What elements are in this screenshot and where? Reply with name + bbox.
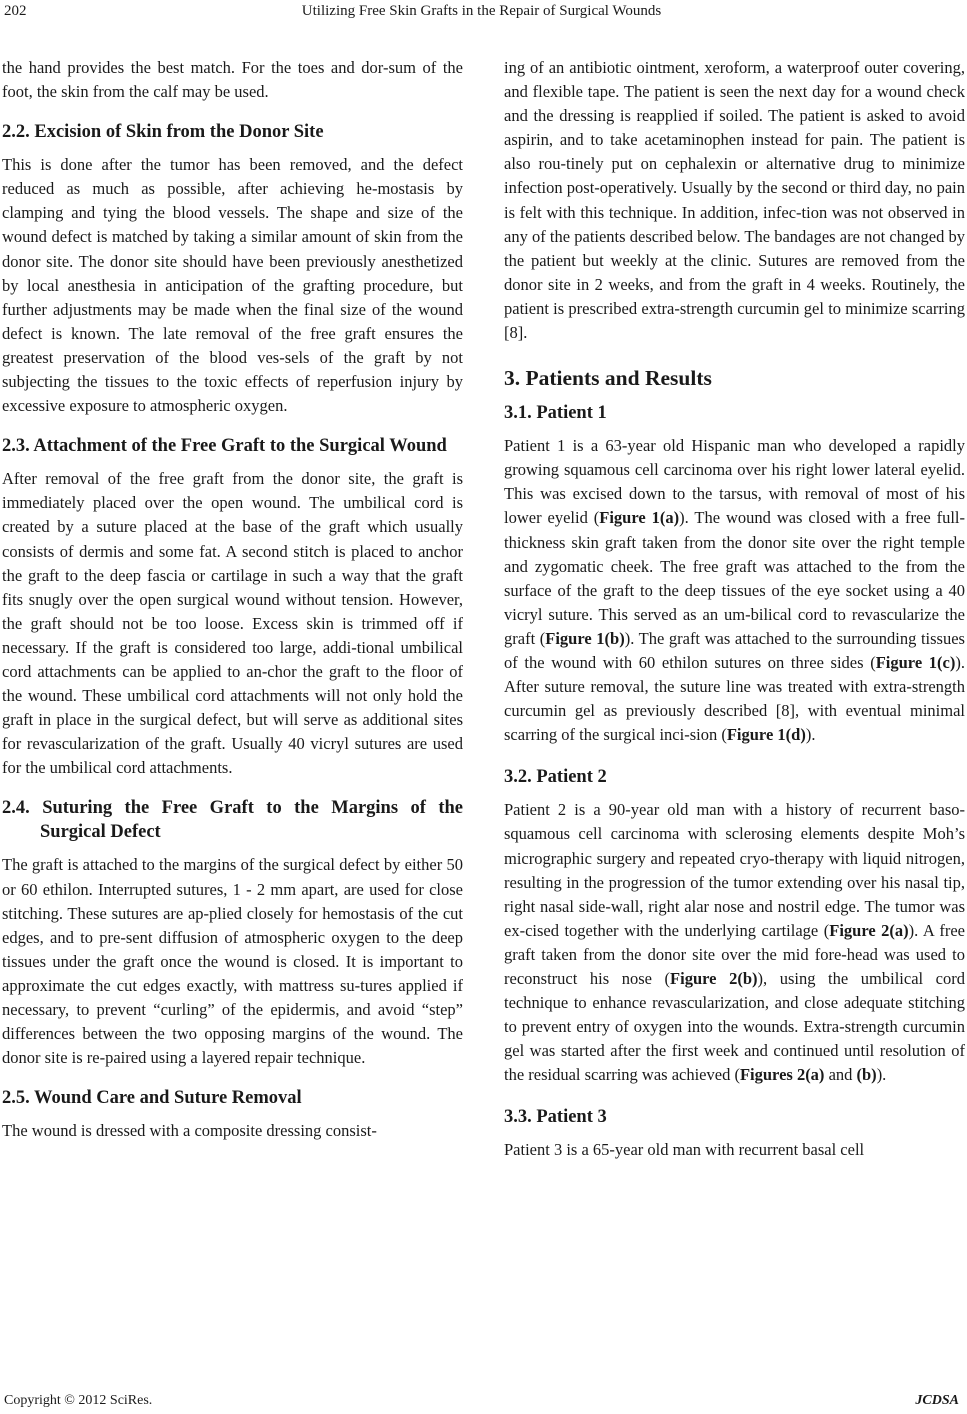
paragraph-3-3: Patient 3 is a 65-year old man with recurrent basal cell (504, 1140, 865, 1160)
running-title: Utilizing Free Skin Grafts in the Repair of Surgical Wounds (301, 3, 662, 19)
text: Patient 1 is a 63-year old Hispanic man who developed a rapidly growing squamous cell carcinoma over his right lower lateral eyelid. This was excised down to the tarsus, with removal of most of his lower eyelid ( (504, 436, 965, 528)
paragraph-2-2: This is done after the tumor has been removed, and the defect reduced as much as possible, after achieving he-mostasis by clamping and tying the blood vessels. The shape and size of the wound defect is matched by taking a similar amount of skin from the donor site. The donor site should have been previously anesthetized by local anesthesia in anticipation of the grafting procedure, but further adjustments may be made when the final size of the wound defect is known. The late removal of the free graft ensures the greatest preservation of the blood ves-sels of the graft by not subjecting the tissues to the toxic effects of reperfusion injury by excessive exposure to atmospheric oxygen. (2, 155, 463, 416)
page-footer (4, 1392, 959, 1412)
paragraph-3-1 (504, 434, 965, 747)
text: ). After suture removal, the suture line was treated with extra-strength curcumin gel as previously described [8], with eventual minimal scarring of the surgical inci-sion ( (504, 652, 965, 745)
text: ). (876, 1065, 887, 1085)
text: ). (805, 725, 816, 745)
section-heading-3-1: 3.1. Patient 1 (504, 403, 607, 424)
figure-ref-2a-multi[interactable]: Figures 2(a) (739, 1065, 825, 1085)
journal-abbreviation: JCDSA (915, 1393, 959, 1408)
text: ), using the umbilical cord technique to enhance revascularization, and close adequate stitching to prevent entry of oxygen into the wounds. Extra-strength curcumin gel was started after the first week and continued until resolution of the residual scarring was achieved ( (504, 969, 966, 1085)
figure-ref-1b[interactable]: Figure 1(b) (545, 628, 625, 648)
section-heading-3-2: 3.2. Patient 2 (504, 767, 607, 788)
paragraph-continuation: the hand provides the best match. For the toes and dor-sum of the foot, the skin from the calf may be used. (2, 58, 463, 102)
figure-ref-1a[interactable]: Figure 1(a) (599, 508, 680, 528)
text: ). A free graft taken from the donor site over the mid fore-head was used to reconstruct his nose ( (504, 920, 965, 988)
left-column (2, 56, 463, 1143)
page-number: 202 (4, 3, 27, 19)
text: and (824, 1065, 857, 1085)
right-column (504, 56, 965, 1163)
paragraph-2-5: The wound is dressed with a composite dressing consist- (2, 1121, 377, 1141)
copyright-text: Copyright © 2012 SciRes. (4, 1393, 153, 1408)
figure-ref-2b-multi[interactable]: (b) (856, 1065, 877, 1085)
section-heading-2-2: 2.2. Excision of Skin from the Donor Site (2, 122, 324, 143)
paragraph-2-4: The graft is attached to the margins of the surgical defect by either 50 or 60 ethilon. Interrupted sutures, 1 - 2 mm apart, are used for close stitching. These sutures are ap-plied closely for hemostasis of the cut edges, and to pre-sent diffusion of atmospheric oxygen to the deep tissues under the graft once the wound is closed. It is important to approximate the cut edges exactly, with mattress su-tures applied if necessary, to prevent “curling” of the epidermis, and avoid “step” differences between the two opposing margins of the wound. The donor site is re-paired using a layered repair technique. (2, 855, 463, 1068)
figure-ref-1d[interactable]: Figure 1(d) (726, 725, 806, 745)
section-heading-3-3: 3.3. Patient 3 (504, 1107, 607, 1128)
figure-ref-2a[interactable]: Figure 2(a) (829, 920, 909, 940)
paragraph-2-3: After removal of the free graft from the donor site, the graft is immediately placed over the open wound. The umbilical cord is created by a suture placed at the base of the graft which usually consists of dermis and some fat. A second stitch is placed to anchor the graft to the deep fascia or cartilage in such a way that the graft fits snugly over the open surgical wound without tension. However, the graft should not be too loose. Excess skin is trimmed off if necessary. If the graft is considered too large, addi-tional umbilical cord attachments can be applied to an-chor the graft to the floor of the wound. These umbilical cord attachments will not only hold the graft in place in the surgical defect, but will serve as additional sites for revascularization of the graft. Usually 40 vicryl sutures are used for the umbilical cord attachments. (2, 469, 463, 778)
section-heading-2-5: 2.5. Wound Care and Suture Removal (2, 1088, 302, 1109)
text: ). The graft was attached to the surrounding tissues of the wound with 60 ethilon sutures on three sides ( (504, 628, 965, 672)
figure-ref-1c[interactable]: Figure 1(c) (875, 652, 956, 672)
paragraph-continuation-right: ing of an antibiotic ointment, xeroform, a waterproof outer covering, and flexible tape. The patient is seen the next day for a wound check and the dressing is reapplied if soiled. The patient is asked to avoid aspirin, and to take acetaminophen instead for pain. The patient is also rou-tinely put on cephalexin or alternative drug to minimize infection post-operatively. Usually by the second or third day, no pain is felt with this technique. In addition, infec-tion was not observed in any of the patients described below. The bandages are not changed by the patient but weekly at the clinic. Sutures are removed from the donor site in 2 weeks, and from the graft in 4 weeks. Routinely, the patient is prescribed extra-strength curcumin gel to minimize scarring [8]. (504, 58, 965, 343)
paragraph-3-2 (504, 798, 965, 1087)
page-header (4, 0, 959, 24)
section-heading-2-3: 2.3. Attachment of the Free Graft to the Surgical Wound (2, 436, 447, 457)
section-heading-2-4: 2.4. Suturing the Free Graft to the Margins of the Surgical Defect (2, 798, 463, 843)
section-heading-3: 3. Patients and Results (504, 366, 712, 391)
figure-ref-2b[interactable]: Figure 2(b) (670, 969, 758, 988)
text: ). The wound was closed with a free full-thickness skin graft taken from the donor site over the right temple and zygomatic cheek. The free graft was attached to the from the surface of the graft to the deep tissues of the eye socket using a 40 vicryl suture. This served as an um-bilical cord to revascularize the graft ( (504, 508, 965, 648)
text: Patient 2 is a 90-year old man with a history of recurrent baso-squamous cell carcinoma with sclerosing elements despite Moh’s micrographic surgery and repeated cryo-therapy with liquid nitrogen, resulting in the progression of the tumor extending over his nasal tip, right nasal side-wall, right alar nose and nostril edge. The tumor was ex-cised together with the underlying cartilage ( (504, 800, 965, 940)
